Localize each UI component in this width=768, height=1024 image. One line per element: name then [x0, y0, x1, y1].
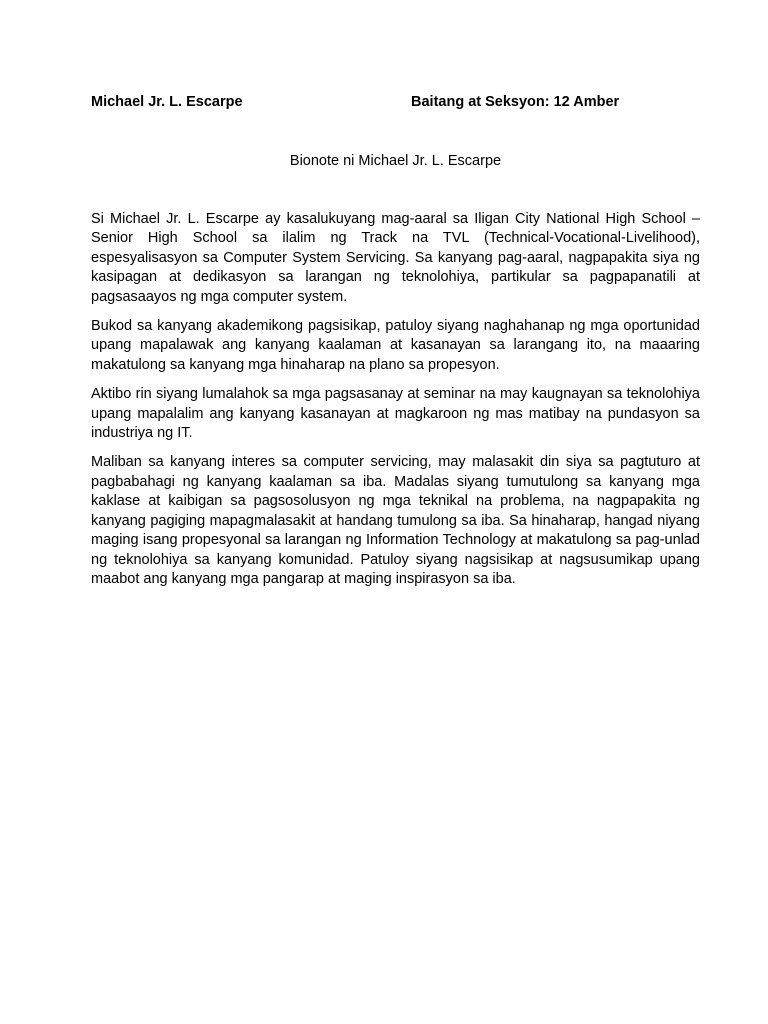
grade-section: Baitang at Seksyon: 12 Amber	[411, 94, 620, 110]
document-body	[91, 210, 700, 599]
paragraph-2: Bukod sa kanyang akademikong pagsisikap, patuloy siyang naghahanap ng mga oportunidad upang mapalawak ang kanyang kaalaman at kasanayan sa larangang ito, na maaaring makatulong sa kanyang mga hinaharap na plano sa propesyon.	[91, 318, 700, 373]
student-name: Michael Jr. L. Escarpe	[91, 94, 243, 110]
paragraph-3: Aktibo rin siyang lumalahok sa mga pagsasanay at seminar na may kaugnayan sa teknolohiya upang mapalalim ang kanyang kasanayan at magkaroon ng mas matibay na pundasyon sa industriya ng IT.	[91, 386, 700, 442]
paragraph-1: Si Michael Jr. L. Escarpe ay kasalukuyang mag-aaral sa Iligan City National High School – Senior High School sa ilalim ng Track na TVL (Technical-Vocational-Livelihood), espesyalisasyon sa Computer System Servicing. Sa kanyang pag-aaral, nagpapakita siya ng kasipagan at dedikasyon sa larangan ng teknolohiya, partikular sa pagpapanatili at pagsasaayos ng mga computer system.	[91, 211, 700, 305]
paragraph-4: Maliban sa kanyang interes sa computer servicing, may malasakit din siya sa pagtuturo at pagbabahagi ng kanyang kaalaman sa iba. Madalas siyang tumutulong sa kanyang mga kaklase at kaibigan sa pagsosolusyon ng mga teknikal na problema, na nagpapakita ng kanyang pagiging mapagmalasakit at handang tumulong sa iba. Sa hinaharap, hangad niyang maging isang propesyonal sa larangan ng Information Technology at makatulong sa pag-unlad ng teknolohiya sa kanyang komunidad. Patuloy siyang nagsisikap at nagsusumikap upang maabot ang kanyang mga pangarap at maging inspirasyon sa iba.	[91, 454, 700, 587]
document-title: Bionote ni Michael Jr. L. Escarpe	[289, 153, 502, 169]
